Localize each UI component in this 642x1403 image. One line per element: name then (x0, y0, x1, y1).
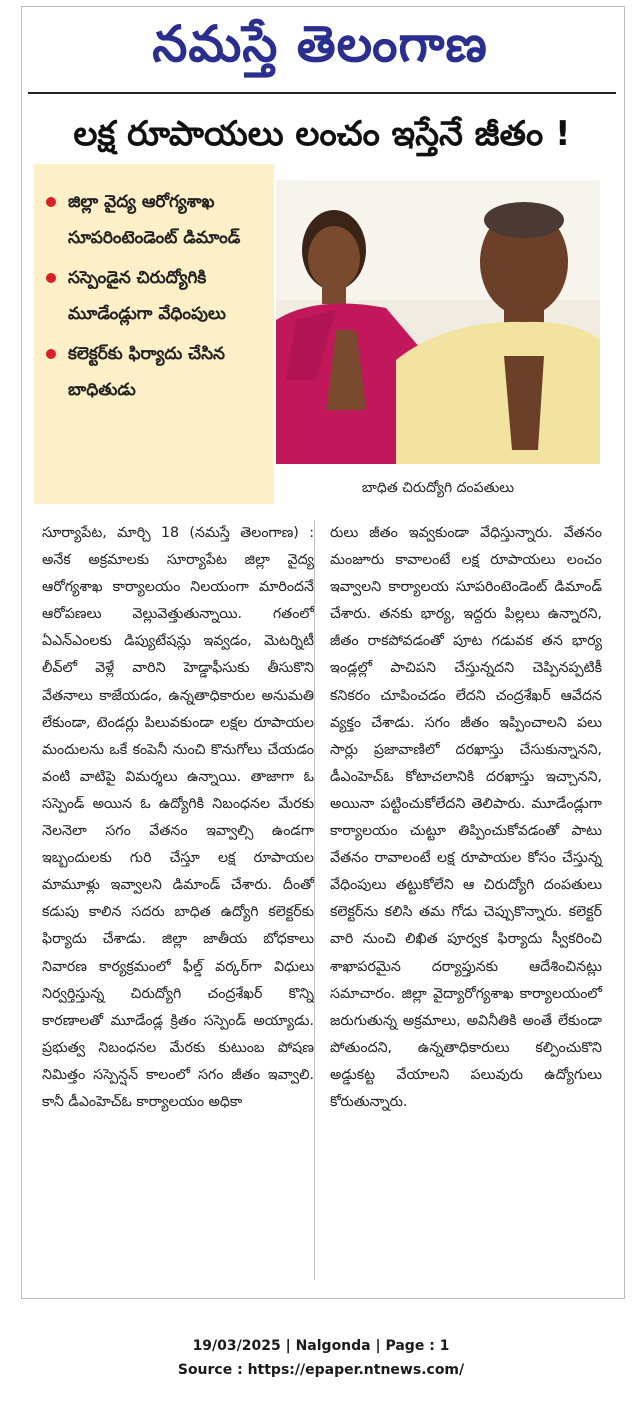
bullet-icon (46, 273, 56, 283)
footer-source-link[interactable]: Source : https://epaper.ntnews.com/ (177, 1362, 465, 1378)
column-divider (314, 520, 315, 1280)
couple-photo (276, 180, 600, 464)
highlight-item (46, 336, 264, 408)
article-headline: లక్ష రూపాయలు లంచం ఇస్తేనే జీతం ! (73, 114, 571, 154)
highlight-item (46, 184, 264, 256)
bullet-icon (46, 349, 56, 359)
highlight-text: జిల్లా వైద్య ఆరోగ్యశాఖ సూపరింటెండెంట్ డిమాండ్ (68, 192, 241, 248)
masthead-rule (28, 92, 616, 94)
newspaper-masthead: నమస్తే తెలంగాణ (152, 14, 488, 73)
bullet-icon (46, 197, 56, 207)
article-column-2: రులు జీతం ఇవ్వకుండా వేధిస్తున్నారు. వేతనం మంజూరు కావాలంటే లక్ష రూపాయలు లంచం ఇవ్వాలని కార్యాలయ సూపరింటెండెంట్ డిమాండ్ చేశారు. తనకు భార్య, ఇద్దరు పిల్లలు ఉన్నారని, జీతం రాకపోవడంతో పూట గడువక తన భార్య ఇండ్లల్లో పాచిపని చేస్తున్నదని చెప్పినప్పటికీ కనికరం చూపించడం లేదని చంద్రశేఖర్ ఆవేదన వ్యక్తం చేశాడు. సగం జీతం ఇప్పించాలని పలు సార్లు ప్రజావాణిలో దరఖాస్తు చేసుకున్నానని, డీఎంహెచ్‌ఓ కోటాచలానికి దరఖాస్తు ఇచ్చానని, అయినా పట్టించుకోలేదని తెలిపారు. మూడేండ్లుగా కార్యాలయం చుట్టూ తిప్పించుకోవడంతో పాటు వేతనం రావాలంటే లక్ష రూపాయల కోసం చేస్తున్న వేధింపులు తట్టుకోలేని ఆ చిరుద్యోగి దంపతులు కలెక్టర్‌ను కలిసి తమ గోడు చెప్పుకొన్నారు. కలెక్టర్ వారి నుంచి లిఖిత పూర్వక ఫిర్యాదు స్వీకరించి శాఖాపరమైన దర్యాప్తునకు ఆదేశించినట్లు సమాచారం. జిల్లా వైద్యారోగ్యశాఖ కార్యాలయంలో జరుగుతున్న అక్రమాలు, అవినీతికి అంతే లేకుండా పోతుందని, ఉన్నతాధికారులు కల్పించుకొని అడ్డుకట్ట వేయాలని పలువురు ఉద్యోగులు కోరుతున్నారు. (330, 525, 602, 1110)
photo-caption: బాధిత చిరుద్యోగి దంపతులు (361, 480, 515, 496)
highlight-text: సస్పెండైన చిరుద్యోగికి మూడేండ్లుగా వేధింపులు (68, 268, 226, 324)
highlights-box (34, 164, 274, 504)
footer-edition-info: 19/03/2025 | Nalgonda | Page : 1 (192, 1338, 450, 1354)
couple-photo-illustration (276, 180, 600, 464)
highlight-text: కలెక్టర్‌కు ఫిర్యాదు చేసిన బాధితుడు (68, 344, 225, 400)
article-column-1: సూర్యాపేట, మార్చి 18 (నమస్తే తెలంగాణ) : అనేక అక్రమాలకు సూర్యాపేట జిల్లా వైద్య ఆరోగ్యశాఖ కార్యాలయం నిలయంగా మారిందనే ఆరోపణలు వెల్లువెత్తుతున్నాయి. గతంలో ఏఎన్ఎంలకు డిప్యుటేషన్లు ఇవ్వడం, మెటర్నిటీ లీవ్‌లో వెళ్లే వారిని హెడ్డాఫీసుకు తీసుకొని వేతనాలు కాజేయడం, ఉన్నతాధికారుల అనుమతి లేకుండా, టెండర్లు పిలువకుండా లక్షల రూపాయల మందులను ఒకే కంపెనీ నుంచి కొనుగోలు చేయడం వంటి వాటిపై విమర్శలు ఉన్నాయి. తాజాగా ఓ సస్పెండ్ అయిన ఓ ఉద్యోగికి నిబంధనల మేరకు నెలనెలా సగం వేతనం ఇవ్వాల్సి ఉండగా ఇబ్బందులకు గురి చేస్తూ లక్ష రూపాయల మామూళ్లు ఇవ్వాలని డిమాండ్ చేశారు. దీంతో కడుపు కాలిన సదరు బాధిత ఉద్యోగి కలెక్టర్‌కు ఫిర్యాదు చేశాడు. జిల్లా జాతీయ బోధకాలు నివారణ కార్యక్రమంలో ఫీల్డ్ వర్కర్‌గా విధులు నిర్వర్తిస్తున్న చిరుద్యోగి చంద్రశేఖర్ కొన్ని కారణాలతో మూడేండ్ల క్రితం సస్పెండ్ అయ్యాడు. ప్రభుత్వ నిబంధనల మేరకు కుటుంబ పోషణ నిమిత్తం సస్పెన్షన్ కాలంలో సగం జీతం ఇవ్వాలి. కానీ డీఎంహెచ్‌ఓ కార్యాలయం అధికా (42, 525, 314, 1110)
highlight-item (46, 260, 264, 332)
